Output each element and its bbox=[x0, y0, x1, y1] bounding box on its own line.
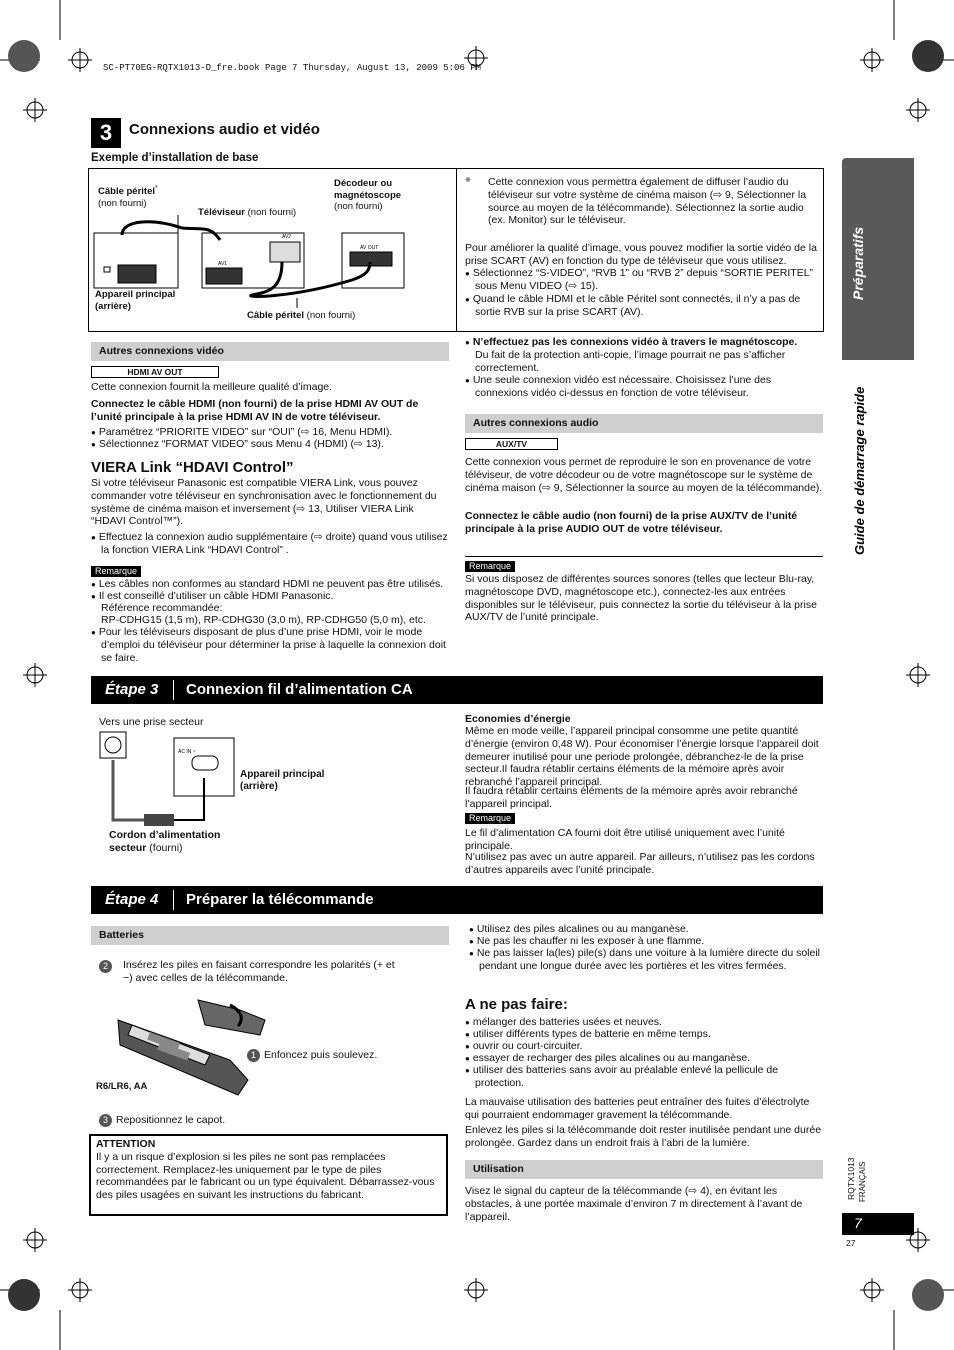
viera-remark-1: ● Les câbles non conformes au standard HDMI ne peuvent pas être utilisés. bbox=[91, 578, 451, 591]
dont-4: ● essayer de recharger des piles alcalines ou au manganèse. bbox=[465, 1052, 821, 1065]
step-3-marker: 3 bbox=[99, 1114, 112, 1127]
etape4-title: Préparer la télécommande bbox=[186, 890, 374, 908]
battery-step-3: Repositionnez le capot. bbox=[116, 1114, 226, 1126]
svg-text:AC IN ~: AC IN ~ bbox=[178, 749, 196, 755]
other-video-bar: Autres connexions vidéo bbox=[91, 342, 449, 361]
battery-p2: Enlevez les piles si la télécommande doit rester inutilisée pendant une durée prolongée. Gardez dans un endroit frais à l’abri de la lumière. bbox=[465, 1124, 822, 1149]
attention-title: ATTENTION bbox=[96, 1138, 156, 1150]
usage-bar: Utilisation bbox=[465, 1160, 823, 1179]
eco-title: Economies d’énergie bbox=[465, 713, 571, 725]
other-video-bullet-2: ● Sélectionnez “FORMAT VIDEO” sous Menu 4 (HDMI) (⇨ 13). bbox=[91, 438, 449, 451]
other-audio-p2: Connectez le câble audio (non fourni) de la prise AUX/TV de l’unité principale à la prise AUDIO OUT de votre téléviseur. bbox=[465, 510, 798, 535]
right-bullet-1-title: ● N’effectuez pas les connexions vidéo à travers le magnétoscope. bbox=[465, 336, 823, 349]
etape3-num: Étape 3 bbox=[105, 680, 159, 698]
battery-rule-3: ● Ne pas laisser la(les) pile(s) dans une voiture à la lumière directe du soleil pendant une longue durée avec les portières et les vitres fermées. bbox=[469, 947, 821, 973]
page-number-box: 7 bbox=[842, 1213, 914, 1235]
svg-text:AV2: AV2 bbox=[282, 234, 292, 240]
file-header: SC-PT70EG-RQTX1013-D_fre.book Page 7 Thursday, August 13, 2009 5:06 PM bbox=[103, 63, 482, 73]
viera-p1: Si votre téléviseur Panasonic est compatible VIERA Link, vous pouvez commander votre téléviseur en synchronisation avec le fonctionnement du système de cinéma maison et inversement (⇨ 13, Utiliser VIERA Link “HDAVI Control™”). bbox=[91, 477, 437, 528]
etape3-header bbox=[91, 676, 823, 704]
hdmi-av-out-label: HDMI AV OUT bbox=[91, 366, 219, 378]
small-page-number: 27 bbox=[846, 1238, 856, 1248]
battery-step-2: Insérez les piles en faisant correspondre les polarités (+ et −) avec celles de la télécommande. bbox=[123, 959, 395, 984]
attention-text: Il y a un risque d’explosion si les piles ne sont pas remplacées correctement. Remplacez-les uniquement par le type de piles recommandées par le fabricant ou un type équivalent. Débarrassez-vous des piles usagées en suivant les instructions du fabricant. bbox=[96, 1150, 435, 1202]
note-mark: ※ bbox=[465, 177, 471, 184]
eco-remark-tag: Remarque bbox=[465, 813, 515, 824]
dont-2: ● utiliser différents types de batterie en même temps. bbox=[465, 1028, 821, 1041]
etape4-header bbox=[91, 886, 823, 914]
viera-remark-3: ● Pour les téléviseurs disposant de plus d’une prise HDMI, voir le mode d’emploi du téléviseur pour déterminer la prise à laquelle la connexion doit se faire. bbox=[91, 626, 449, 664]
decoder-label: Décodeur ou magnétoscope (non fourni) bbox=[334, 178, 402, 213]
tv-label: Téléviseur (non fourni) bbox=[198, 207, 297, 218]
other-video-p1: Cette connexion fournit la meilleure qualité d’image. bbox=[91, 381, 333, 393]
side-label-preparatifs: Préparatifs bbox=[850, 226, 866, 300]
other-audio-rule bbox=[465, 556, 823, 557]
power-unit-label: Appareil principal (arrière) bbox=[240, 769, 325, 793]
other-video-bullet-1: ● Paramétrez “PRIORITE VIDEO” sur “OUI” (⇨ 16, Menu HDMI). bbox=[91, 426, 449, 439]
section-subtitle: Exemple d’installation de base bbox=[91, 152, 259, 164]
battery-rule-2: ● Ne pas les chauffer ni les exposer à une flamme. bbox=[469, 935, 821, 948]
aux-tv-label: AUX/TV bbox=[465, 438, 558, 450]
battery-type: R6/LR6, AA bbox=[96, 1081, 148, 1092]
other-audio-p1: Cette connexion vous permet de reproduire le son en provenance de votre téléviseur, de votre décodeur ou de votre magnétoscope sur le système de cinéma maison (⇨ 9, Sélectionner la source au moyen de la télécommande). bbox=[465, 456, 823, 494]
etape3-separator bbox=[173, 680, 174, 700]
step-number: 3 bbox=[91, 118, 121, 148]
right-bullet-2: ● Une seule connexion vidéo est nécessaire. Choisissez l’une des connexions vidéo ci-dessus en fonction de votre téléviseur. bbox=[465, 374, 823, 400]
power-cord-label: Cordon d’alimentation secteur (fourni) bbox=[109, 829, 221, 854]
viera-bullet: ● Effectuez la connexion audio supplémentaire (⇨ droite) quand vous utilisez la fonction VIERA Link “HDAVI Control” . bbox=[91, 531, 449, 557]
diagram-divider bbox=[456, 168, 457, 332]
unit-label: Appareil principal (arrière) bbox=[95, 289, 176, 312]
etape4-num: Étape 4 bbox=[105, 890, 159, 908]
batteries-bar: Batteries bbox=[91, 926, 449, 945]
right-bullet-1-text: Du fait de la protection anti-copie, l’image pourrait ne pas s’afficher correctement. bbox=[475, 349, 786, 374]
step-2-marker: 2 bbox=[99, 960, 112, 973]
dont-3: ● ouvrir ou court-circuiter. bbox=[465, 1040, 821, 1053]
battery-rule-1: ● Utilisez des piles alcalines ou au manganèse. bbox=[469, 923, 821, 936]
battery-step-1: Enfoncez puis soulevez. bbox=[264, 1049, 378, 1061]
connection-diagram bbox=[92, 200, 412, 310]
other-video-p2: Connectez le câble HDMI (non fourni) de la prise HDMI AV OUT de l’unité principale à la prise HDMI AV IN de votre téléviseur. bbox=[91, 398, 419, 423]
side-code: RQTX1013 bbox=[846, 1157, 856, 1200]
outlet-label: Vers une prise secteur bbox=[99, 716, 204, 728]
etape3-title: Connexion fil d’alimentation CA bbox=[186, 680, 413, 698]
battery-p1: La mauvaise utilisation des batteries peut entraîner des fuites d’électrolyte qui pourraient endommager gravement la télécommande. bbox=[465, 1096, 810, 1121]
svg-text:AV OUT: AV OUT bbox=[360, 245, 379, 251]
eco-remark-2: N’utilisez pas avec un autre appareil. Par ailleurs, n’utilisez pas les cordons d’autres appareils avec l’unité principale. bbox=[465, 851, 815, 876]
note-p2: Pour améliorer la qualité d’image, vous pouvez modifier la sortie vidéo de la prise SCART (AV) en fonction du type de téléviseur que vous utilisez. bbox=[465, 242, 817, 267]
viera-remark-2b: RP-CDHG15 (1,5 m), RP-CDHG30 (3,0 m), RP-CDHG50 (5,0 m), etc. bbox=[101, 614, 426, 626]
power-diagram bbox=[96, 728, 242, 828]
other-audio-remark: Si vous disposez de différentes sources sonores (telles que lecteur Blu-ray, magnétoscope DVD, magnétoscope etc.), connectez-les aux entrées disponibles sur le téléviseur, puis connectez la sortie du téléviseur à la prise AUX/TV de l’unité principale. bbox=[465, 573, 817, 624]
eco-text-2: Il faudra rétablir certains éléments de la mémoire après avoir rebranché l’appareil principal. bbox=[465, 785, 798, 810]
dont-1: ● mélanger des batteries usées et neuves. bbox=[465, 1016, 821, 1029]
viera-remark-2: ● Il est conseillé d’utiliser un câble HDMI Panasonic. bbox=[91, 590, 449, 603]
note-bullet-2: ● Quand le câble HDMI et le câble Péritel sont connectés, il n’y a pas de sortie RVB sur la prise SCART (AV). bbox=[465, 293, 821, 319]
step-1-marker: 1 bbox=[247, 1049, 260, 1062]
dont-5: ● utiliser des batteries sans avoir au préalable enlevé la pellicule de protection. bbox=[465, 1064, 821, 1090]
scart-cable2-label: Câble péritel (non fourni) bbox=[247, 310, 356, 321]
side-lang: FRANÇAIS bbox=[858, 1161, 867, 1202]
etape4-separator bbox=[173, 890, 174, 910]
section-title: Connexions audio et vidéo bbox=[129, 121, 320, 138]
viera-remark-2a: Référence recommandée: bbox=[101, 602, 223, 614]
scart-cable-label: Câble péritel* (non fourni) bbox=[98, 185, 158, 209]
attention-box bbox=[89, 1134, 448, 1216]
other-audio-remark-tag: Remarque bbox=[465, 561, 515, 572]
side-label-guide: Guide de démarrage rapide bbox=[852, 386, 867, 555]
viera-remark-tag: Remarque bbox=[91, 566, 141, 577]
dont-title: A ne pas faire: bbox=[465, 996, 568, 1013]
viera-title: VIERA Link “HDAVI Control” bbox=[91, 459, 294, 476]
eco-remark-1: Le fil d’alimentation CA fourni doit être utilisé uniquement avec l’unité principale. bbox=[465, 827, 785, 852]
usage-text: Visez le signal du capteur de la télécommande (⇨ 4), en évitant les obstacles, à une portée maximale d’environ 7 m directement à l’avant de l’appareil. bbox=[465, 1185, 803, 1223]
svg-text:AV1: AV1 bbox=[218, 261, 228, 267]
note-text: Cette connexion vous permettra également de diffuser l’audio du téléviseur sur votre système de cinéma maison (⇨ 9, Sélectionner la source au moyen de la télécommande). Sélectionnez la sortie audio (ex. Monitor) sur le téléviseur. bbox=[488, 176, 807, 227]
eco-text: Même en mode veille, l’appareil principal consomme une petite quantité d’énergie (environ 0,48 W). Pour économiser l’énergie lorsque l’appareil doit demeurer inutilisé pour une periode prolongée, débranchez-le de la prise secteur.Il faudra rétablir certains éléments de la mémoire après avoir rebranché l’appareil principal. bbox=[465, 725, 819, 789]
other-audio-bar: Autres connexions audio bbox=[465, 414, 823, 433]
note-bullet-1: ● Sélectionnez “S-VIDEO”, “RVB 1” ou “RVB 2” depuis “SORTIE PERITEL” sous Menu VIDEO (⇨ 15). bbox=[465, 267, 821, 293]
